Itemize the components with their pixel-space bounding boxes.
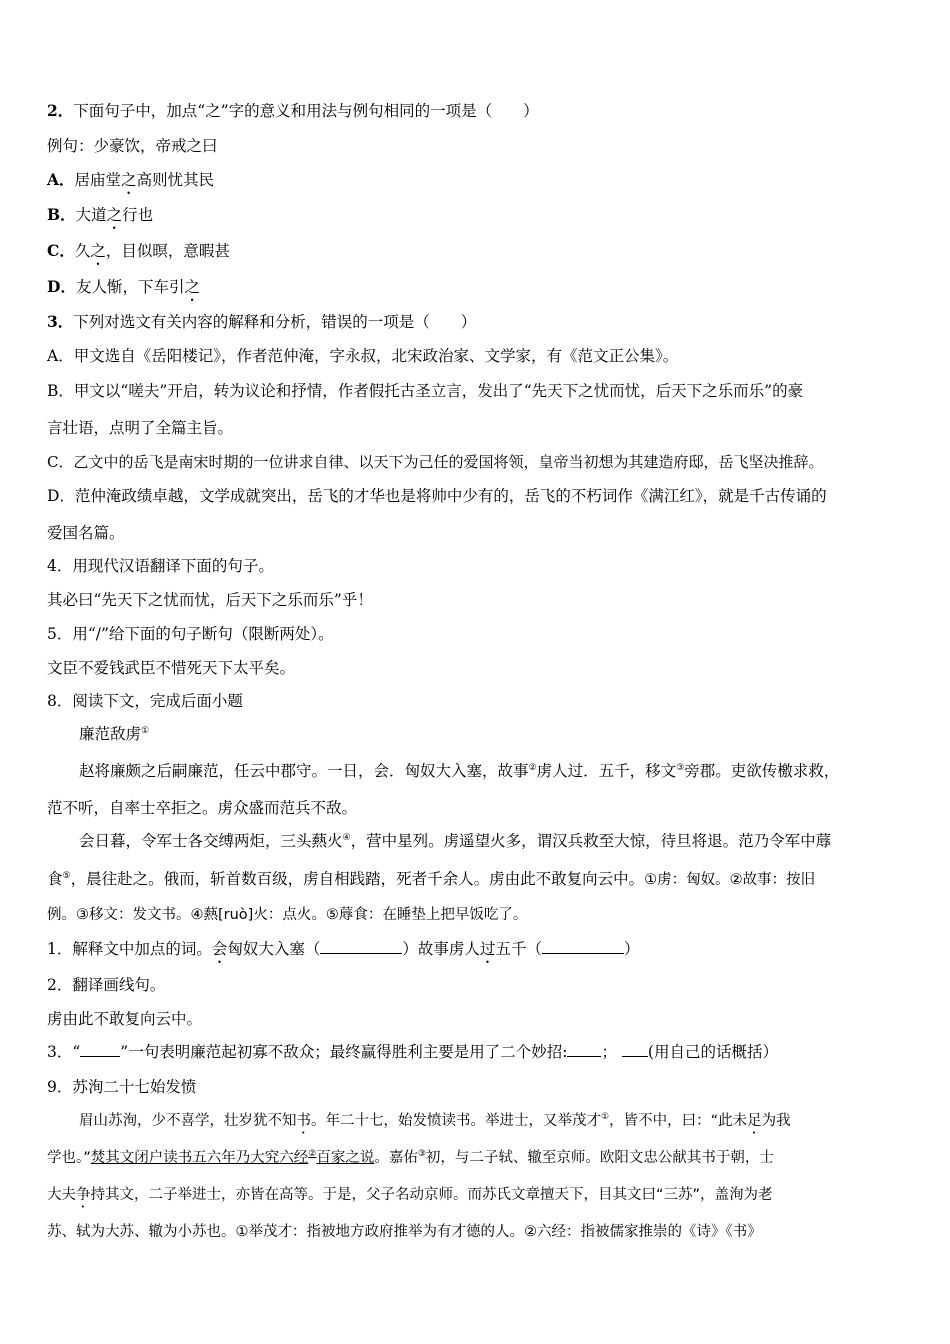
q8-stem: 8．阅读下文，完成后面小题 xyxy=(47,692,243,710)
q3-option-b-line2: 言壮语，点明了全篇主旨。 xyxy=(47,419,234,437)
q3-option-a: A．甲文选自《岳阳楼记》，作者范仲淹，字永叔，北宋政治家、文学家，有《范文正公集》。 xyxy=(47,347,679,365)
q8-sub1: 1．解释文中加点的词。会匈奴大入塞（ ）故事虏人过五千（ ） xyxy=(47,940,640,958)
q5-stem: 5．用“/”给下面的句子断句（限断两处）。 xyxy=(47,625,334,643)
answer-blank-4[interactable] xyxy=(567,1042,601,1057)
q2-option-d: D．友人惭，下车引之 xyxy=(47,277,200,296)
q5-sentence: 文臣不爱钱武臣不惜死天下太平矣。 xyxy=(47,659,296,677)
q8-sub2: 2．翻译画线句。 xyxy=(47,976,166,994)
q3-option-c: C．乙文中的岳飞是南宋时期的一位讲求自律、以天下为己任的爱国将领，皇帝当初想为其建造府邸，岳飞坚决推辞。 xyxy=(47,453,824,471)
q8-para1-line2: 范不听，自率士卒拒之。虏众盛而范兵不敌。 xyxy=(47,799,358,817)
answer-blank-5[interactable] xyxy=(622,1042,648,1057)
answer-blank-3[interactable] xyxy=(80,1042,120,1057)
q3-option-d-line1: D．范仲淹政绩卓越，文学成就突出，岳飞的才华也是将帅中少有的，岳飞的不朽词作《满江红》，就是千古传诵的 xyxy=(47,487,827,505)
q9-stem: 9．苏洵二十七始发愤 xyxy=(47,1078,197,1096)
q3-option-d-line2: 爱国名篇。 xyxy=(47,524,125,542)
q8-para2-line1: 会日暮，令军士各交缚两炬，三头爇火④，营中星列。虏遥望火多，谓汉兵救至大惊，待旦将退。范乃令军中蓐 xyxy=(79,832,832,850)
underlined-sentence: 焚其文闭户读书五六年乃大究六经 xyxy=(90,1150,309,1166)
q2-option-a: A．居庙堂之高则忧其民 xyxy=(47,170,215,189)
q4-sentence: 其必曰“先天下之忧而忧，后天下之乐而乐”乎！ xyxy=(47,591,373,609)
q9-line3: 大夫争持其文，二子举进士，亦皆在高等。于是，父子名动京师。而苏氏文章擅天下，目其文曰“三苏”，盖洵为老 xyxy=(47,1187,773,1203)
q2-option-c: C．久之，目似暝，意暇甚 xyxy=(47,241,230,260)
q9-line4: 苏、轼为大苏、辙为小苏也。①举茂才：指被地方政府推举为有才德的人。②六经：指被儒家推崇的《诗》《书》 xyxy=(47,1224,762,1240)
q9-line2: 学也。”焚其文闭户读书五六年乃大究六经②百家之说。嘉佑③初，与二子轼、辙至京师。欧阳文忠公献其书于朝，士 xyxy=(47,1149,774,1166)
q8-passage-title: 廉范敌虏① xyxy=(79,725,150,743)
q9-line1: 眉山苏洵，少不喜学，壮岁犹不知书。年二十七，始发愤读书。举进士，又举茂才①，皆不中，曰：“此未足为我 xyxy=(79,1112,791,1129)
q2-example: 例句：少豪饮，帝戒之曰 xyxy=(47,137,218,155)
q2-stem: 2．下面句子中，加点“之”字的意义和用法与例句相同的一项是（ ） xyxy=(47,101,539,120)
q2-option-b: B．大道之行也 xyxy=(47,205,154,224)
answer-blank-2[interactable] xyxy=(542,939,624,954)
q8-sub3: 3．“ ”一句表明廉范起初寡不敌众；最终赢得胜利主要是用了二个妙招: ； (用自己的话概括） xyxy=(47,1043,778,1061)
q8-sub2-sentence: 虏由此不敢复向云中。 xyxy=(47,1010,203,1028)
q8-para2-line2: 食⑤，晨往赴之。俄而，斩首数百级，虏自相践踏，死者千余人。虏由此不敢复向云中。①虏：匈奴。②故事：按旧 xyxy=(47,870,816,888)
q3-stem: 3．下列对选文有关内容的解释和分析，错误的一项是（ ） xyxy=(47,312,477,331)
answer-blank-1[interactable] xyxy=(320,939,402,954)
q8-notes: 例。③移文：发文书。④爇[ruò]火：点火。⑤蓐食：在睡垫上把早饭吃了。 xyxy=(47,907,528,923)
q8-para1-line1: 赵将廉颇之后嗣廉范，任云中郡守。一日，会．匈奴大入塞，故事②虏人过．五千，移文③旁郡。吏欲传檄求救， xyxy=(79,762,840,780)
q3-option-b-line1: B．甲文以“嗟夫”开启，转为议论和抒情，作者假托古圣立言，发出了“先天下之忧而忧，后天下之乐而乐”的豪 xyxy=(47,382,804,400)
q4-stem: 4．用现代汉语翻译下面的句子。 xyxy=(47,557,274,575)
